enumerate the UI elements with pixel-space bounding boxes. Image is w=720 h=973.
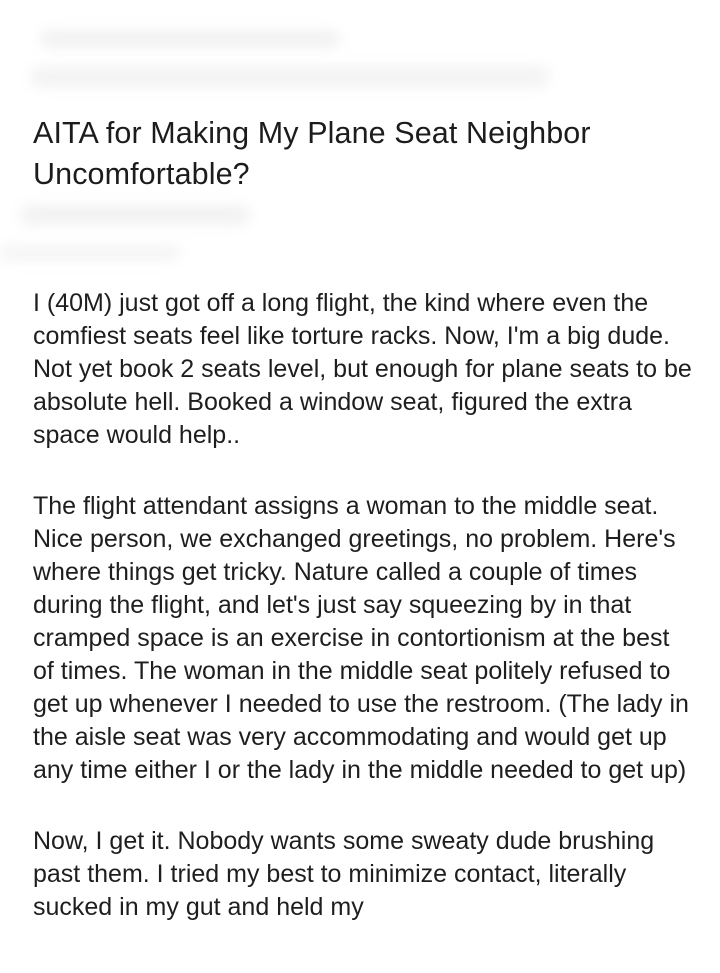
blurred-byline <box>20 205 250 225</box>
post-paragraph: The flight attendant assigns a woman to the middle seat. Nice person, we exchanged greetings, no problem. Here's where things get tricky. Nature called a couple of times during the flight, and let's just say squeezing by in that cramped space is an exercise in contortionism at the best of times. The woman in the middle seat politely refused to get up whenever I needed to use the restroom. (The lady in the aisle seat was very accommodating and would get up any time either I or the lady in the middle needed to get up) <box>33 492 689 784</box>
blurred-header-line <box>40 30 340 48</box>
blurred-header-line <box>30 66 550 88</box>
post-title: AITA for Making My Plane Seat Neighbor Uncomfortable? <box>33 116 591 191</box>
post-paragraph: Now, I get it. Nobody wants some sweaty dude brushing past them. I tried my best to minimize contact, literally sucked in my gut and held my <box>33 827 655 921</box>
blurred-byline <box>0 245 180 261</box>
post-body <box>33 287 693 962</box>
post-paragraph: I (40M) just got off a long flight, the kind where even the comfiest seats feel like torture racks. Now, I'm a big dude. Not yet book 2 seats level, but enough for plane seats to be absolute hell. Booked a window seat, figured the extra space would help.. <box>33 289 692 449</box>
